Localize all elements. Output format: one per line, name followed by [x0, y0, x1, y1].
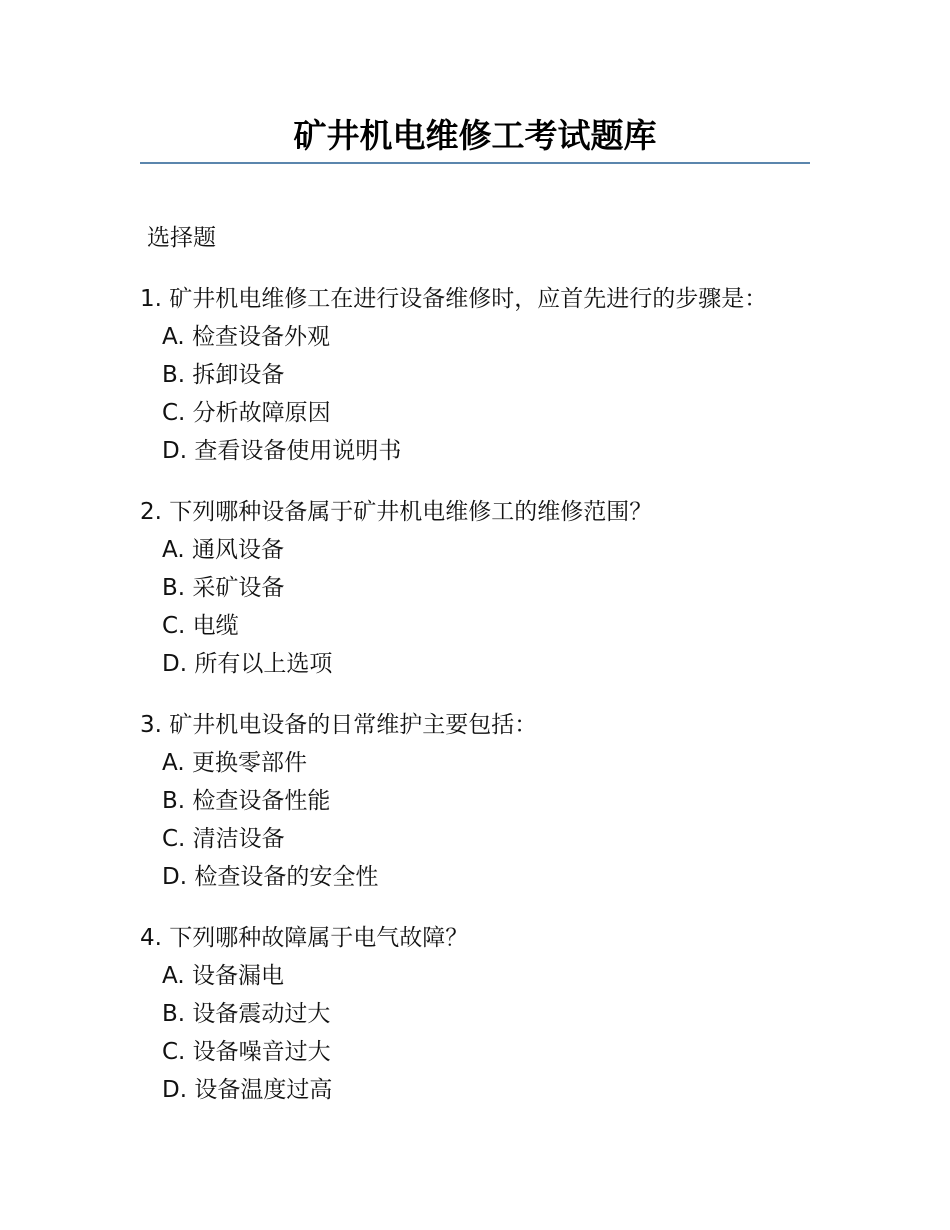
option-a: A. 设备漏电	[162, 963, 284, 989]
option-d: D. 检查设备的安全性	[162, 864, 379, 890]
option-d: D. 所有以上选项	[162, 651, 333, 677]
question-1	[140, 280, 840, 470]
document-title: 矿井机电维修工考试题库	[293, 116, 657, 155]
option-b: B. 检查设备性能	[162, 788, 331, 814]
option-a: A. 检查设备外观	[162, 324, 330, 350]
option-d: D. 设备温度过高	[162, 1077, 333, 1103]
question-list	[140, 280, 840, 1132]
option-c: C. 设备噪音过大	[162, 1039, 331, 1065]
question-3	[140, 706, 840, 896]
question-stem: 1. 矿井机电维修工在进行设备维修时，应首先进行的步骤是：	[140, 286, 768, 312]
question-stem: 4. 下列哪种故障属于电气故障？	[140, 925, 469, 951]
option-b: B. 拆卸设备	[162, 362, 285, 388]
question-2	[140, 493, 840, 683]
option-c: C. 分析故障原因	[162, 400, 331, 426]
option-b: B. 设备震动过大	[162, 1001, 331, 1027]
title-underline	[140, 162, 810, 164]
section-label: 选择题	[147, 225, 216, 251]
option-a: A. 更换零部件	[162, 750, 307, 776]
question-stem: 2. 下列哪种设备属于矿井机电维修工的维修范围？	[140, 499, 653, 525]
option-c: C. 清洁设备	[162, 826, 285, 852]
option-d: D. 查看设备使用说明书	[162, 438, 402, 464]
question-4	[140, 919, 840, 1109]
question-stem: 3. 矿井机电设备的日常维护主要包括：	[140, 712, 538, 738]
option-a: A. 通风设备	[162, 537, 284, 563]
option-b: B. 采矿设备	[162, 575, 285, 601]
option-c: C. 电缆	[162, 613, 239, 639]
